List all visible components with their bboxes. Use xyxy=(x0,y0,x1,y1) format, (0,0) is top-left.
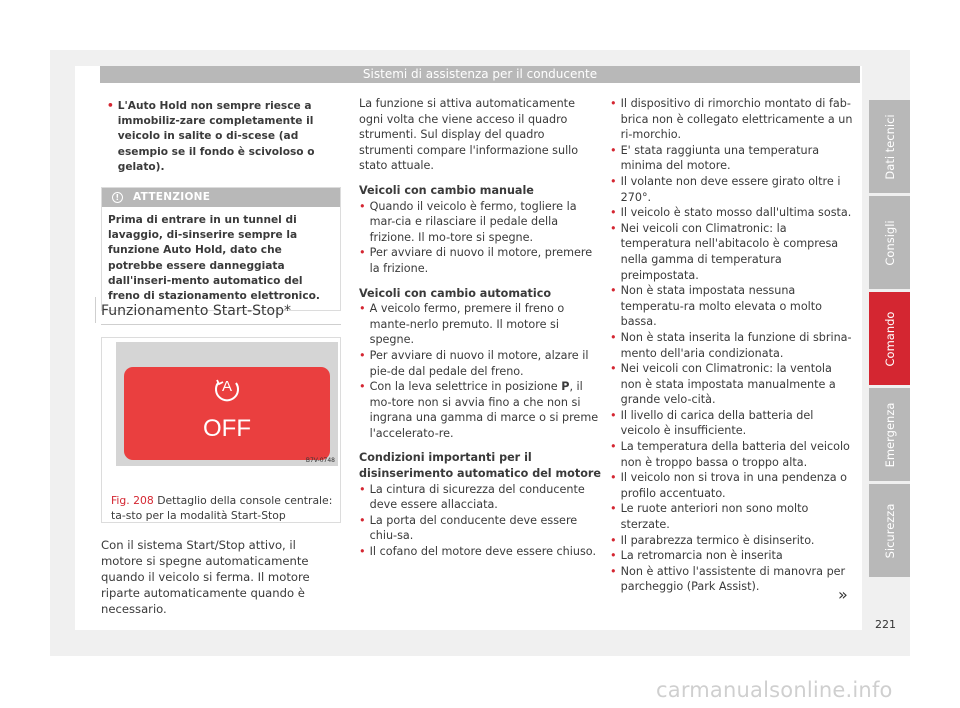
list-item-text: Il cofano del motore deve essere chiuso. xyxy=(369,545,597,559)
list-item xyxy=(359,301,602,348)
list-item xyxy=(610,205,856,221)
continue-arrow-icon: » xyxy=(838,585,848,604)
list-item xyxy=(610,470,856,501)
text-part: , il mo-tore non si avvia fino a che non si ingrana una gamma di marce o si preme l'accelerato-re. xyxy=(369,380,599,440)
list-item xyxy=(610,439,856,470)
list-item-text: Il parabrezza termico è disinserito. xyxy=(620,533,815,547)
list-item-text: Quando il veicolo è fermo, togliere la mar-cia e rilasciare il pedale della frizione. Il mo-tore si spegne. xyxy=(369,199,577,244)
list-item-text: Per avviare di nuovo il motore, premere la frizione. xyxy=(369,246,593,275)
figure-image xyxy=(116,342,338,466)
list-item-text: Il veicolo è stato mosso dall'ultima sosta. xyxy=(620,206,852,220)
start-stop-button-image xyxy=(124,367,330,460)
list-item-text: Non è stata inserita la funzione di sbrina-mento dell'aria condizionata. xyxy=(620,330,852,360)
list-item-text: Le ruote anteriori non sono molto sterzate. xyxy=(620,502,809,532)
list-item-text: Il volante non deve essere girato oltre i 270°. xyxy=(620,174,841,204)
page-number: 221 xyxy=(875,618,896,631)
gear-position-p: P xyxy=(561,380,570,394)
tab-label: Emergenza xyxy=(882,402,897,467)
tab-label: Consigli xyxy=(882,219,897,266)
bullet-dot: • xyxy=(359,380,366,394)
bullet-dot: • xyxy=(610,362,617,376)
list-item-text: Il livello di carica della batteria del veicolo è insufficiente. xyxy=(620,408,814,438)
list-item-text: Non è attivo l'assistente di manovra per parcheggio (Park Assist). xyxy=(620,564,846,594)
bullet-dot: • xyxy=(610,440,617,454)
watermark: carmanualsonline.info xyxy=(656,678,893,702)
list-item-text: Il dispositivo di rimorchio montato di fab-brica non è collegato elettricamente a un ri-morchio. xyxy=(620,97,853,142)
list-item-text: Il veicolo non si trova in una pendenza o profilo accentuato. xyxy=(620,471,848,500)
bullet-dot: • xyxy=(359,545,366,559)
list-item xyxy=(610,96,856,143)
list-item xyxy=(359,348,602,379)
tab-label: Comando xyxy=(882,311,897,366)
list-item xyxy=(610,361,856,408)
list-item-text xyxy=(370,379,602,441)
figure-caption-text: Dettaglio della console centrale: ta-sto per la modalità Start-Stop xyxy=(111,494,333,522)
list-item xyxy=(610,143,856,174)
chapter-tabs xyxy=(869,100,910,580)
bullet-dot: • xyxy=(107,100,114,112)
list-item xyxy=(610,548,856,564)
warning-title: ATTENZIONE xyxy=(133,190,211,203)
automatic-gearbox-heading: Veicoli con cambio automatico xyxy=(359,286,552,300)
bullet-dot: • xyxy=(359,513,366,527)
list-item xyxy=(610,533,856,549)
tab-dati-tecnici[interactable] xyxy=(869,100,910,193)
bullet-dot: • xyxy=(359,482,366,496)
tab-consigli[interactable] xyxy=(869,196,910,289)
section-title: Funzionamento Start-Stop* xyxy=(101,303,291,319)
list-item-text: Per avviare di nuovo il motore, alzare il pie-de dal pedale del freno. xyxy=(369,348,589,378)
list-item-text: La temperatura della batteria del veicolo non è troppo bassa o troppo alta. xyxy=(620,440,850,469)
note-text: L'Auto Hold non sempre riesce a immobiliz-zare completamente il veicolo in salite o di-scese (ad esempio se il fondo è scivoloso o gelato). xyxy=(117,100,315,173)
bullet-dot: • xyxy=(610,221,617,235)
list-item-text: Nei veicoli con Climatronic: la ventola non è stata impostata manualmente a grande velo-cità. xyxy=(620,362,836,407)
conditions-heading: Condizioni importanti per il disinserimento automatico del motore xyxy=(359,451,601,481)
list-item-text: E' stata raggiunta una temperatura minima del motore. xyxy=(620,143,820,173)
note-bullet xyxy=(101,96,341,175)
list-item-text: Non è stata impostata nessuna temperatu-ra molto elevata o molto bassa. xyxy=(620,284,823,329)
figure-208 xyxy=(101,337,341,523)
bullet-dot: • xyxy=(610,564,617,578)
list-item-text: A veicolo fermo, premere il freno o mante-nerlo premuto. Il motore si spegne. xyxy=(369,302,565,347)
tab-sicurezza[interactable] xyxy=(869,484,910,577)
list-item xyxy=(359,199,602,246)
list-item xyxy=(610,564,856,595)
bullet-dot: • xyxy=(610,471,617,485)
tab-emergenza[interactable] xyxy=(869,388,910,481)
bullet-dot: • xyxy=(359,246,366,260)
start-stop-intro: Con il sistema Start/Stop attivo, il motore si spegne automaticamente quando il veicolo si ferma. Il motore riparte automaticamente quando è necessario. xyxy=(101,538,310,616)
list-item xyxy=(610,174,856,205)
figure-caption xyxy=(111,493,335,523)
bullet-dot: • xyxy=(610,502,617,516)
list-item xyxy=(359,482,602,513)
column-right xyxy=(610,96,856,595)
column-middle xyxy=(359,96,602,560)
section-marker xyxy=(95,297,96,323)
list-item xyxy=(610,501,856,532)
list-item xyxy=(359,379,602,441)
list-item xyxy=(610,283,856,330)
section-divider xyxy=(101,324,341,325)
list-item xyxy=(610,221,856,283)
activation-paragraph: La funzione si attiva automaticamente ogni volta che viene acceso il quadro strumenti. Sul display del quadro strumenti compare l'informazione sullo stato attuale. xyxy=(359,97,579,173)
text-part: Con la leva selettrice in posizione xyxy=(369,380,562,394)
list-item xyxy=(610,330,856,361)
bullet-dot: • xyxy=(610,97,617,110)
list-item-text: Nei veicoli con Climatronic: la temperatura nell'abitacolo è compresa nella gamma di temperatura preimpostata. xyxy=(620,221,839,282)
bullet-dot: • xyxy=(610,143,617,157)
list-item xyxy=(359,513,602,544)
list-item xyxy=(359,245,602,276)
warning-header xyxy=(102,188,340,207)
warning-text: Prima di entrare in un tunnel di lavaggio, di-sinserire sempre la funzione Auto Hold, dato che potrebbe essere danneggiata dall'inseri-mento automatico del freno di stazionamento elettronico. xyxy=(108,214,320,303)
bullet-dot: • xyxy=(610,206,617,220)
bullet-dot: • xyxy=(359,302,366,316)
bullet-dot: • xyxy=(610,284,617,298)
list-item xyxy=(610,408,856,439)
warning-icon: ! xyxy=(112,192,123,203)
column-left xyxy=(101,96,341,311)
button-symbol-letter: A xyxy=(221,378,232,395)
bullet-dot: • xyxy=(610,533,617,547)
bullet-dot: • xyxy=(610,330,617,344)
bullet-dot: • xyxy=(610,549,617,563)
bullet-dot: • xyxy=(610,408,617,422)
tab-label: Dati tecnici xyxy=(882,113,897,180)
list-item-text: La cintura di sicurezza del conducente deve essere allacciata. xyxy=(369,482,585,512)
bullet-dot: • xyxy=(359,348,366,362)
tab-label: Sicurezza xyxy=(882,503,897,558)
figure-code: B7V-0748 xyxy=(305,457,335,464)
list-item-text: La retromarcia non è inserita xyxy=(620,549,783,563)
list-item xyxy=(359,544,602,560)
figure-number: Fig. 208 xyxy=(111,494,154,507)
button-off-label: OFF xyxy=(203,415,251,442)
manual-gearbox-heading: Veicoli con cambio manuale xyxy=(359,183,534,197)
bullet-dot: • xyxy=(610,174,617,188)
page-header: Sistemi di assistenza per il conducente xyxy=(100,66,860,83)
list-item-text: La porta del conducente deve essere chiu-sa. xyxy=(369,513,578,543)
warning-box xyxy=(101,187,341,311)
bullet-dot: • xyxy=(359,199,366,213)
tab-comando[interactable] xyxy=(869,292,910,385)
